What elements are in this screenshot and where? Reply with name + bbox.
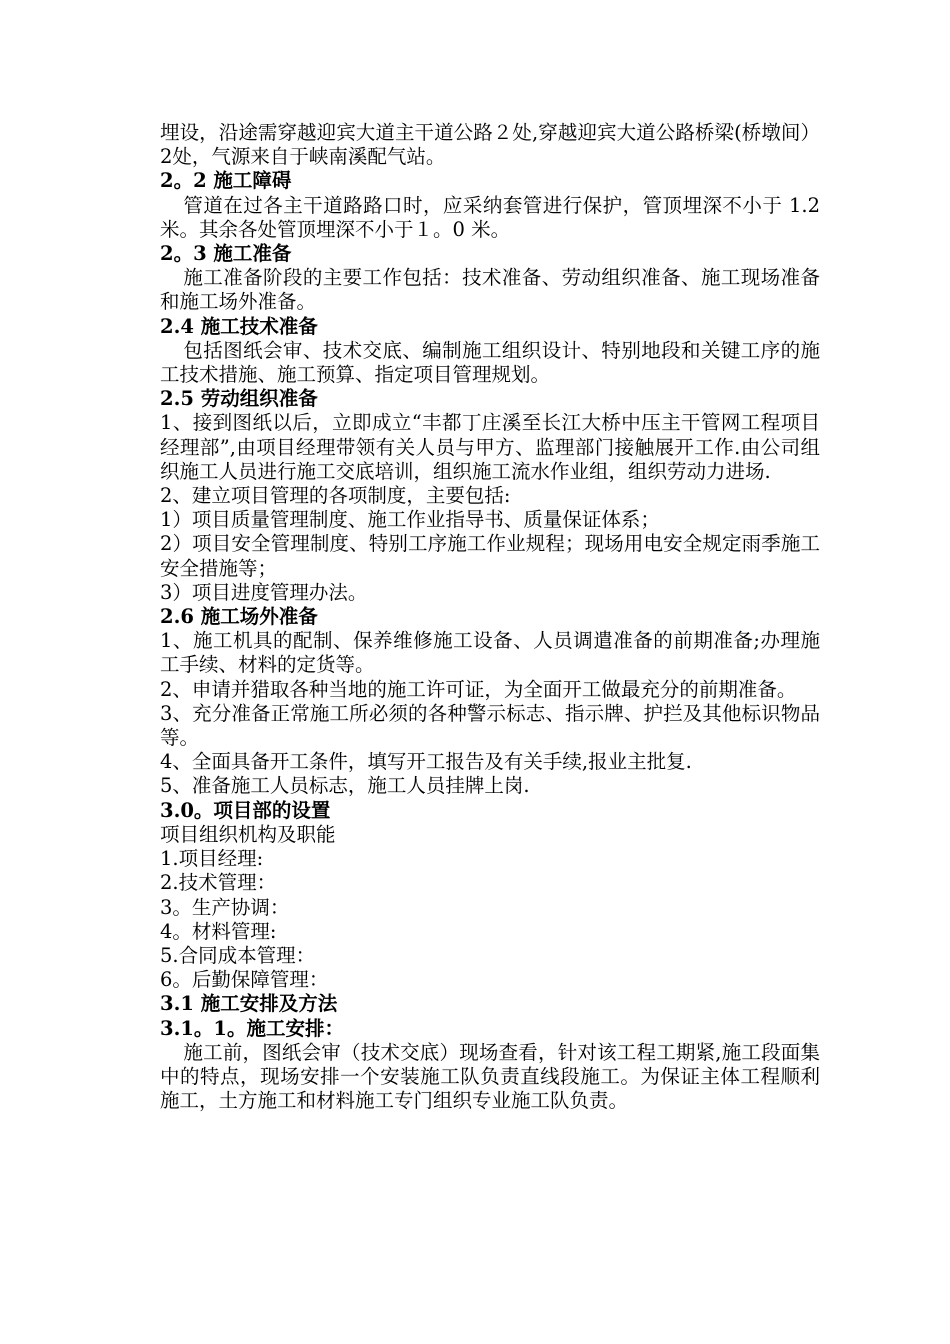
list-item: 1、施工机具的配制、保养维修施工设备、人员调遣准备的前期准备;办理施工手续、材料的定货等。 [160,629,820,677]
list-item: 4。材料管理: [160,919,277,943]
list-item: 1.项目经理: [160,847,264,871]
list-item: 1、接到图纸以后，立即成立“丰都丁庄溪至长江大桥中压主干管网工程项目经理部”,由项目经理带领有关人员与甲方、监理部门接触展开工作.由公司组织施工人员进行施工交底培训，组织施工流水作业组，组织劳动力进场. [160,411,820,483]
heading-offsite-preparation: 2.6 施工场外准备 [160,605,318,629]
heading-construction-arrangement: 3.1。1。施工安排： [160,1016,344,1040]
list-item: 3、充分准备正常施工所必须的各种警示标志、指示牌、护拦及其他标识物品等。 [160,701,820,750]
paragraph-construction-arrangement: 施工前，图纸会审（技术交底）现场查看，针对该工程工期紧,施工段面集中的特点，现场安排一个安装施工队负责直线段施工。为保证主体工程顺利施工，土方施工和材料施工专门组织专业施工队负责。 [160,1040,820,1113]
paragraph-obstacles: 管道在过各主干道路路口时，应采纳套管进行保护，管顶埋深不小于 1.2 米。其余各处管顶埋深不小于１。0 米。 [160,193,820,241]
list-item: 3。生产协调： [160,895,290,919]
heading-construction-preparation: 2。3 施工准备 [160,242,292,266]
list-item: 2）项目安全管理制度、特别工序施工作业规程；现场用电安全规定雨季施工安全措施等； [160,532,820,580]
heading-labor-organization: 2.5 劳动组织准备 [160,387,318,411]
list-item: 3）项目进度管理办法。 [160,580,368,604]
list-item: 2.技术管理： [160,871,277,895]
list-item: 5、准备施工人员标志，施工人员挂牌上岗. [160,774,530,798]
list-item: 5.合同成本管理： [160,943,316,967]
paragraph-route-description: 埋设，沿途需穿越迎宾大道主干道公路２处,穿越迎宾大道公路桥梁(桥墩间）2处，气源来自于峡南溪配气站。 [160,121,820,169]
list-item: 6。后勤保障管理： [160,968,329,992]
paragraph-technical-preparation: 包括图纸会审、技术交底、编制施工组织设计、特别地段和关键工序的施工技术措施、施工预算、指定项目管理规划。 [160,338,820,387]
heading-project-department: 3.0。项目部的设置 [160,798,331,822]
document-page [160,121,820,1113]
heading-construction-arrangement-methods: 3.1 施工安排及方法 [160,992,338,1016]
list-item: 4、全面具备开工条件，填写开工报告及有关手续,报业主批复. [160,750,692,774]
paragraph-preparation: 施工准备阶段的主要工作包括：技术准备、劳动组织准备、施工现场准备和施工场外准备。 [160,266,820,314]
paragraph-organization-functions: 项目组织机构及职能 [160,822,336,846]
list-item: 2、建立项目管理的各项制度，主要包括: [160,484,511,508]
list-item: 1）项目质量管理制度、施工作业指导书、质量保证体系； [160,508,660,532]
list-item: 2、申请并猎取各种当地的施工许可证，为全面开工做最充分的前期准备。 [160,677,797,701]
heading-technical-preparation: 2.4 施工技术准备 [160,314,318,338]
heading-construction-obstacles: 2。2 施工障碍 [160,169,292,193]
